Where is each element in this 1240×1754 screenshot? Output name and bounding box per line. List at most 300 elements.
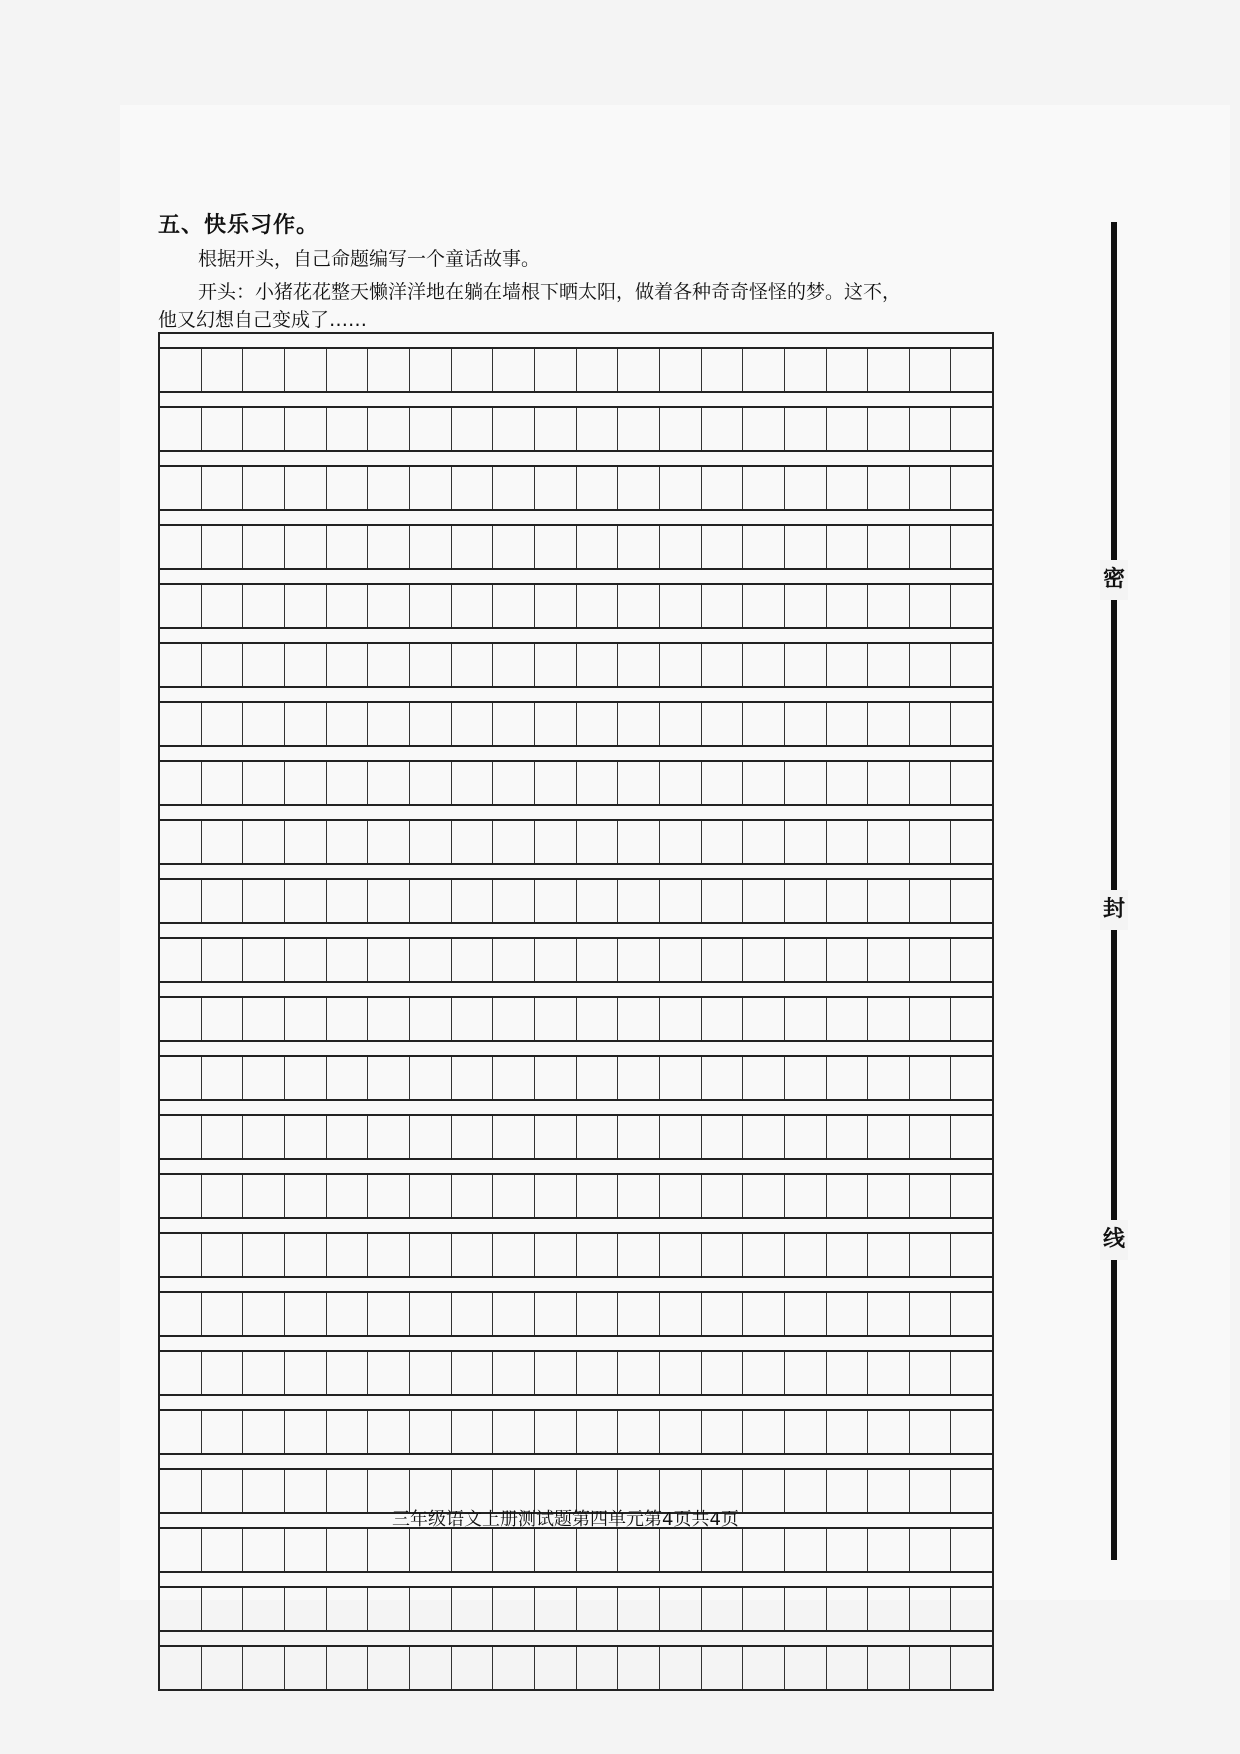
writing-cell[interactable] bbox=[868, 762, 910, 804]
writing-cell[interactable] bbox=[827, 1116, 869, 1158]
writing-cell[interactable] bbox=[951, 880, 992, 922]
writing-cell[interactable] bbox=[827, 1470, 869, 1512]
writing-cell[interactable] bbox=[951, 1411, 992, 1453]
writing-cell[interactable] bbox=[743, 1116, 785, 1158]
writing-cell[interactable] bbox=[160, 1057, 202, 1099]
writing-cell[interactable] bbox=[785, 1175, 827, 1217]
writing-cell[interactable] bbox=[577, 998, 619, 1040]
writing-cell[interactable] bbox=[743, 1234, 785, 1276]
writing-cell[interactable] bbox=[827, 1529, 869, 1571]
writing-cell[interactable] bbox=[493, 1057, 535, 1099]
writing-cell[interactable] bbox=[452, 1647, 494, 1689]
writing-cell[interactable] bbox=[618, 1529, 660, 1571]
writing-cell[interactable] bbox=[243, 880, 285, 922]
writing-cell[interactable] bbox=[785, 1234, 827, 1276]
writing-cell[interactable] bbox=[327, 644, 369, 686]
writing-cell[interactable] bbox=[410, 703, 452, 745]
writing-cell[interactable] bbox=[702, 1116, 744, 1158]
writing-cell[interactable] bbox=[951, 1352, 992, 1394]
writing-cell[interactable] bbox=[618, 585, 660, 627]
writing-cell[interactable] bbox=[910, 1175, 952, 1217]
writing-cell[interactable] bbox=[368, 880, 410, 922]
writing-cell[interactable] bbox=[243, 1352, 285, 1394]
writing-cell[interactable] bbox=[202, 526, 244, 568]
writing-cell[interactable] bbox=[160, 644, 202, 686]
writing-cell[interactable] bbox=[702, 1411, 744, 1453]
writing-cell[interactable] bbox=[243, 821, 285, 863]
writing-cell[interactable] bbox=[660, 762, 702, 804]
writing-cell[interactable] bbox=[243, 1470, 285, 1512]
writing-cell[interactable] bbox=[785, 1352, 827, 1394]
writing-cell[interactable] bbox=[327, 998, 369, 1040]
writing-cell[interactable] bbox=[327, 762, 369, 804]
writing-cell[interactable] bbox=[951, 526, 992, 568]
writing-cell[interactable] bbox=[910, 1470, 952, 1512]
writing-cell[interactable] bbox=[327, 880, 369, 922]
writing-cell[interactable] bbox=[368, 585, 410, 627]
writing-cell[interactable] bbox=[743, 1647, 785, 1689]
writing-cell[interactable] bbox=[951, 1116, 992, 1158]
writing-cell[interactable] bbox=[243, 408, 285, 450]
writing-cell[interactable] bbox=[660, 1234, 702, 1276]
writing-cell[interactable] bbox=[660, 880, 702, 922]
writing-cell[interactable] bbox=[951, 585, 992, 627]
writing-cell[interactable] bbox=[160, 1116, 202, 1158]
writing-cell[interactable] bbox=[368, 349, 410, 391]
writing-cell[interactable] bbox=[868, 939, 910, 981]
writing-cell[interactable] bbox=[951, 1175, 992, 1217]
writing-cell[interactable] bbox=[368, 1529, 410, 1571]
writing-cell[interactable] bbox=[910, 1116, 952, 1158]
writing-cell[interactable] bbox=[327, 1057, 369, 1099]
writing-cell[interactable] bbox=[327, 1293, 369, 1335]
writing-cell[interactable] bbox=[493, 939, 535, 981]
writing-cell[interactable] bbox=[868, 585, 910, 627]
writing-cell[interactable] bbox=[743, 762, 785, 804]
writing-cell[interactable] bbox=[160, 762, 202, 804]
writing-cell[interactable] bbox=[743, 821, 785, 863]
writing-cell[interactable] bbox=[868, 1293, 910, 1335]
writing-cell[interactable] bbox=[452, 1293, 494, 1335]
writing-cell[interactable] bbox=[910, 467, 952, 509]
writing-cell[interactable] bbox=[702, 1293, 744, 1335]
writing-cell[interactable] bbox=[535, 1175, 577, 1217]
writing-cell[interactable] bbox=[285, 762, 327, 804]
writing-cell[interactable] bbox=[493, 408, 535, 450]
writing-cell[interactable] bbox=[493, 1352, 535, 1394]
writing-cell[interactable] bbox=[410, 585, 452, 627]
writing-cell[interactable] bbox=[285, 408, 327, 450]
writing-cell[interactable] bbox=[493, 821, 535, 863]
writing-cell[interactable] bbox=[743, 1352, 785, 1394]
writing-cell[interactable] bbox=[618, 939, 660, 981]
writing-cell[interactable] bbox=[452, 1529, 494, 1571]
writing-cell[interactable] bbox=[868, 1116, 910, 1158]
writing-cell[interactable] bbox=[868, 467, 910, 509]
writing-cell[interactable] bbox=[368, 821, 410, 863]
writing-cell[interactable] bbox=[660, 939, 702, 981]
writing-cell[interactable] bbox=[910, 1588, 952, 1630]
writing-cell[interactable] bbox=[535, 880, 577, 922]
writing-cell[interactable] bbox=[285, 1647, 327, 1689]
writing-cell[interactable] bbox=[743, 467, 785, 509]
writing-cell[interactable] bbox=[660, 526, 702, 568]
writing-cell[interactable] bbox=[785, 349, 827, 391]
writing-cell[interactable] bbox=[743, 1057, 785, 1099]
writing-cell[interactable] bbox=[327, 526, 369, 568]
writing-cell[interactable] bbox=[618, 1352, 660, 1394]
writing-cell[interactable] bbox=[452, 939, 494, 981]
writing-cell[interactable] bbox=[202, 408, 244, 450]
writing-cell[interactable] bbox=[785, 1411, 827, 1453]
writing-cell[interactable] bbox=[743, 644, 785, 686]
writing-cell[interactable] bbox=[410, 1647, 452, 1689]
writing-cell[interactable] bbox=[910, 762, 952, 804]
writing-cell[interactable] bbox=[660, 1057, 702, 1099]
writing-cell[interactable] bbox=[410, 349, 452, 391]
writing-cell[interactable] bbox=[368, 1234, 410, 1276]
writing-cell[interactable] bbox=[410, 1529, 452, 1571]
writing-cell[interactable] bbox=[868, 1588, 910, 1630]
writing-cell[interactable] bbox=[160, 1529, 202, 1571]
writing-cell[interactable] bbox=[243, 467, 285, 509]
writing-cell[interactable] bbox=[410, 998, 452, 1040]
writing-cell[interactable] bbox=[535, 1234, 577, 1276]
writing-cell[interactable] bbox=[577, 1352, 619, 1394]
writing-cell[interactable] bbox=[577, 1116, 619, 1158]
writing-cell[interactable] bbox=[743, 1175, 785, 1217]
writing-cell[interactable] bbox=[202, 998, 244, 1040]
writing-cell[interactable] bbox=[910, 1647, 952, 1689]
writing-cell[interactable] bbox=[202, 1411, 244, 1453]
writing-cell[interactable] bbox=[660, 585, 702, 627]
writing-cell[interactable] bbox=[743, 939, 785, 981]
writing-cell[interactable] bbox=[577, 467, 619, 509]
writing-cell[interactable] bbox=[285, 998, 327, 1040]
writing-cell[interactable] bbox=[327, 349, 369, 391]
writing-cell[interactable] bbox=[160, 1234, 202, 1276]
writing-cell[interactable] bbox=[785, 1647, 827, 1689]
writing-cell[interactable] bbox=[160, 1470, 202, 1512]
writing-cell[interactable] bbox=[243, 1529, 285, 1571]
writing-cell[interactable] bbox=[702, 1057, 744, 1099]
writing-cell[interactable] bbox=[202, 1470, 244, 1512]
writing-cell[interactable] bbox=[618, 1411, 660, 1453]
writing-cell[interactable] bbox=[618, 821, 660, 863]
writing-cell[interactable] bbox=[951, 1588, 992, 1630]
writing-cell[interactable] bbox=[160, 1647, 202, 1689]
writing-cell[interactable] bbox=[202, 1175, 244, 1217]
writing-cell[interactable] bbox=[660, 349, 702, 391]
writing-cell[interactable] bbox=[535, 1529, 577, 1571]
writing-cell[interactable] bbox=[493, 703, 535, 745]
writing-cell[interactable] bbox=[452, 880, 494, 922]
writing-cell[interactable] bbox=[868, 1175, 910, 1217]
writing-cell[interactable] bbox=[368, 998, 410, 1040]
writing-cell[interactable] bbox=[577, 526, 619, 568]
writing-cell[interactable] bbox=[285, 1175, 327, 1217]
writing-cell[interactable] bbox=[202, 762, 244, 804]
writing-cell[interactable] bbox=[410, 1175, 452, 1217]
writing-cell[interactable] bbox=[785, 467, 827, 509]
writing-cell[interactable] bbox=[743, 1293, 785, 1335]
writing-cell[interactable] bbox=[910, 349, 952, 391]
writing-cell[interactable] bbox=[160, 703, 202, 745]
writing-cell[interactable] bbox=[202, 585, 244, 627]
writing-cell[interactable] bbox=[577, 585, 619, 627]
writing-cell[interactable] bbox=[285, 1352, 327, 1394]
writing-cell[interactable] bbox=[202, 821, 244, 863]
writing-cell[interactable] bbox=[577, 644, 619, 686]
writing-cell[interactable] bbox=[785, 408, 827, 450]
writing-cell[interactable] bbox=[368, 1057, 410, 1099]
writing-cell[interactable] bbox=[618, 1293, 660, 1335]
writing-cell[interactable] bbox=[535, 1352, 577, 1394]
writing-cell[interactable] bbox=[868, 880, 910, 922]
writing-cell[interactable] bbox=[785, 939, 827, 981]
writing-cell[interactable] bbox=[327, 1352, 369, 1394]
writing-cell[interactable] bbox=[285, 703, 327, 745]
writing-cell[interactable] bbox=[577, 1234, 619, 1276]
writing-cell[interactable] bbox=[827, 1352, 869, 1394]
writing-cell[interactable] bbox=[951, 762, 992, 804]
writing-cell[interactable] bbox=[827, 349, 869, 391]
writing-cell[interactable] bbox=[410, 1293, 452, 1335]
writing-cell[interactable] bbox=[410, 526, 452, 568]
writing-cell[interactable] bbox=[243, 1647, 285, 1689]
writing-cell[interactable] bbox=[285, 880, 327, 922]
writing-cell[interactable] bbox=[702, 1647, 744, 1689]
writing-cell[interactable] bbox=[410, 880, 452, 922]
writing-cell[interactable] bbox=[452, 703, 494, 745]
writing-cell[interactable] bbox=[243, 939, 285, 981]
writing-cell[interactable] bbox=[618, 1116, 660, 1158]
writing-cell[interactable] bbox=[785, 1116, 827, 1158]
writing-cell[interactable] bbox=[202, 349, 244, 391]
writing-cell[interactable] bbox=[660, 467, 702, 509]
writing-cell[interactable] bbox=[285, 939, 327, 981]
writing-cell[interactable] bbox=[577, 939, 619, 981]
writing-cell[interactable] bbox=[618, 703, 660, 745]
writing-cell[interactable] bbox=[493, 1411, 535, 1453]
writing-cell[interactable] bbox=[202, 939, 244, 981]
writing-cell[interactable] bbox=[868, 526, 910, 568]
writing-cell[interactable] bbox=[785, 703, 827, 745]
writing-cell[interactable] bbox=[493, 526, 535, 568]
writing-cell[interactable] bbox=[660, 1529, 702, 1571]
writing-cell[interactable] bbox=[743, 998, 785, 1040]
writing-cell[interactable] bbox=[535, 1293, 577, 1335]
writing-cell[interactable] bbox=[535, 467, 577, 509]
writing-cell[interactable] bbox=[493, 467, 535, 509]
writing-cell[interactable] bbox=[327, 1588, 369, 1630]
writing-cell[interactable] bbox=[618, 880, 660, 922]
writing-cell[interactable] bbox=[868, 644, 910, 686]
writing-cell[interactable] bbox=[410, 1352, 452, 1394]
writing-cell[interactable] bbox=[577, 880, 619, 922]
writing-cell[interactable] bbox=[910, 585, 952, 627]
writing-cell[interactable] bbox=[285, 1293, 327, 1335]
writing-cell[interactable] bbox=[285, 1234, 327, 1276]
writing-cell[interactable] bbox=[285, 349, 327, 391]
writing-cell[interactable] bbox=[202, 467, 244, 509]
writing-cell[interactable] bbox=[702, 998, 744, 1040]
writing-cell[interactable] bbox=[493, 762, 535, 804]
writing-cell[interactable] bbox=[160, 998, 202, 1040]
writing-cell[interactable] bbox=[535, 1057, 577, 1099]
writing-cell[interactable] bbox=[827, 703, 869, 745]
writing-cell[interactable] bbox=[160, 1352, 202, 1394]
writing-cell[interactable] bbox=[202, 1352, 244, 1394]
writing-cell[interactable] bbox=[452, 1057, 494, 1099]
writing-cell[interactable] bbox=[535, 703, 577, 745]
writing-cell[interactable] bbox=[327, 703, 369, 745]
writing-cell[interactable] bbox=[327, 1175, 369, 1217]
writing-cell[interactable] bbox=[868, 1647, 910, 1689]
writing-cell[interactable] bbox=[910, 408, 952, 450]
writing-cell[interactable] bbox=[702, 880, 744, 922]
writing-cell[interactable] bbox=[202, 644, 244, 686]
writing-cell[interactable] bbox=[702, 1234, 744, 1276]
writing-cell[interactable] bbox=[827, 939, 869, 981]
writing-cell[interactable] bbox=[368, 703, 410, 745]
writing-cell[interactable] bbox=[452, 1175, 494, 1217]
writing-cell[interactable] bbox=[702, 1352, 744, 1394]
writing-cell[interactable] bbox=[452, 998, 494, 1040]
writing-cell[interactable] bbox=[660, 1293, 702, 1335]
writing-cell[interactable] bbox=[785, 998, 827, 1040]
writing-cell[interactable] bbox=[827, 762, 869, 804]
writing-cell[interactable] bbox=[535, 1588, 577, 1630]
writing-cell[interactable] bbox=[577, 1057, 619, 1099]
writing-cell[interactable] bbox=[285, 467, 327, 509]
writing-cell[interactable] bbox=[660, 821, 702, 863]
writing-cell[interactable] bbox=[618, 1588, 660, 1630]
writing-cell[interactable] bbox=[493, 1529, 535, 1571]
writing-cell[interactable] bbox=[243, 1175, 285, 1217]
writing-cell[interactable] bbox=[743, 1470, 785, 1512]
writing-cell[interactable] bbox=[743, 1588, 785, 1630]
writing-cell[interactable] bbox=[202, 1234, 244, 1276]
writing-cell[interactable] bbox=[868, 821, 910, 863]
writing-cell[interactable] bbox=[827, 1057, 869, 1099]
writing-cell[interactable] bbox=[452, 585, 494, 627]
writing-cell[interactable] bbox=[910, 1352, 952, 1394]
writing-cell[interactable] bbox=[785, 821, 827, 863]
writing-cell[interactable] bbox=[493, 644, 535, 686]
writing-cell[interactable] bbox=[702, 644, 744, 686]
writing-cell[interactable] bbox=[243, 1411, 285, 1453]
writing-cell[interactable] bbox=[243, 644, 285, 686]
writing-cell[interactable] bbox=[868, 1470, 910, 1512]
writing-cell[interactable] bbox=[827, 1293, 869, 1335]
writing-cell[interactable] bbox=[868, 1529, 910, 1571]
writing-cell[interactable] bbox=[660, 408, 702, 450]
writing-cell[interactable] bbox=[660, 1588, 702, 1630]
writing-cell[interactable] bbox=[827, 644, 869, 686]
writing-cell[interactable] bbox=[535, 762, 577, 804]
writing-cell[interactable] bbox=[160, 408, 202, 450]
writing-cell[interactable] bbox=[577, 1647, 619, 1689]
writing-cell[interactable] bbox=[327, 467, 369, 509]
writing-cell[interactable] bbox=[702, 1529, 744, 1571]
writing-cell[interactable] bbox=[743, 1529, 785, 1571]
writing-cell[interactable] bbox=[493, 349, 535, 391]
writing-cell[interactable] bbox=[702, 1588, 744, 1630]
writing-cell[interactable] bbox=[618, 1057, 660, 1099]
writing-cell[interactable] bbox=[285, 644, 327, 686]
writing-cell[interactable] bbox=[493, 1588, 535, 1630]
writing-cell[interactable] bbox=[702, 349, 744, 391]
writing-cell[interactable] bbox=[535, 939, 577, 981]
writing-cell[interactable] bbox=[785, 1293, 827, 1335]
writing-cell[interactable] bbox=[702, 762, 744, 804]
writing-cell[interactable] bbox=[243, 526, 285, 568]
writing-cell[interactable] bbox=[785, 644, 827, 686]
writing-cell[interactable] bbox=[785, 526, 827, 568]
writing-cell[interactable] bbox=[410, 939, 452, 981]
writing-cell[interactable] bbox=[160, 1411, 202, 1453]
writing-cell[interactable] bbox=[160, 1588, 202, 1630]
writing-cell[interactable] bbox=[285, 1116, 327, 1158]
writing-cell[interactable] bbox=[577, 703, 619, 745]
writing-cell[interactable] bbox=[785, 1588, 827, 1630]
writing-cell[interactable] bbox=[452, 467, 494, 509]
writing-cell[interactable] bbox=[410, 1234, 452, 1276]
writing-cell[interactable] bbox=[910, 821, 952, 863]
writing-cell[interactable] bbox=[785, 585, 827, 627]
writing-cell[interactable] bbox=[202, 880, 244, 922]
writing-cell[interactable] bbox=[785, 1470, 827, 1512]
writing-cell[interactable] bbox=[160, 821, 202, 863]
writing-cell[interactable] bbox=[535, 349, 577, 391]
writing-cell[interactable] bbox=[452, 644, 494, 686]
writing-cell[interactable] bbox=[910, 939, 952, 981]
writing-cell[interactable] bbox=[535, 998, 577, 1040]
writing-cell[interactable] bbox=[868, 703, 910, 745]
writing-cell[interactable] bbox=[493, 1175, 535, 1217]
writing-cell[interactable] bbox=[660, 644, 702, 686]
writing-cell[interactable] bbox=[493, 998, 535, 1040]
writing-cell[interactable] bbox=[368, 644, 410, 686]
writing-cell[interactable] bbox=[702, 939, 744, 981]
writing-cell[interactable] bbox=[368, 526, 410, 568]
writing-cell[interactable] bbox=[618, 1234, 660, 1276]
writing-cell[interactable] bbox=[660, 703, 702, 745]
writing-cell[interactable] bbox=[452, 349, 494, 391]
writing-cell[interactable] bbox=[577, 821, 619, 863]
writing-cell[interactable] bbox=[368, 1352, 410, 1394]
writing-cell[interactable] bbox=[243, 1234, 285, 1276]
writing-cell[interactable] bbox=[910, 880, 952, 922]
writing-cell[interactable] bbox=[368, 1293, 410, 1335]
writing-cell[interactable] bbox=[285, 1411, 327, 1453]
writing-cell[interactable] bbox=[327, 1470, 369, 1512]
writing-cell[interactable] bbox=[243, 349, 285, 391]
writing-cell[interactable] bbox=[827, 585, 869, 627]
writing-cell[interactable] bbox=[452, 1411, 494, 1453]
writing-cell[interactable] bbox=[160, 1175, 202, 1217]
writing-cell[interactable] bbox=[202, 1529, 244, 1571]
writing-cell[interactable] bbox=[827, 998, 869, 1040]
writing-cell[interactable] bbox=[327, 821, 369, 863]
writing-cell[interactable] bbox=[618, 467, 660, 509]
writing-cell[interactable] bbox=[743, 880, 785, 922]
writing-cell[interactable] bbox=[493, 1234, 535, 1276]
writing-cell[interactable] bbox=[285, 1057, 327, 1099]
writing-cell[interactable] bbox=[868, 1234, 910, 1276]
writing-cell[interactable] bbox=[827, 1588, 869, 1630]
